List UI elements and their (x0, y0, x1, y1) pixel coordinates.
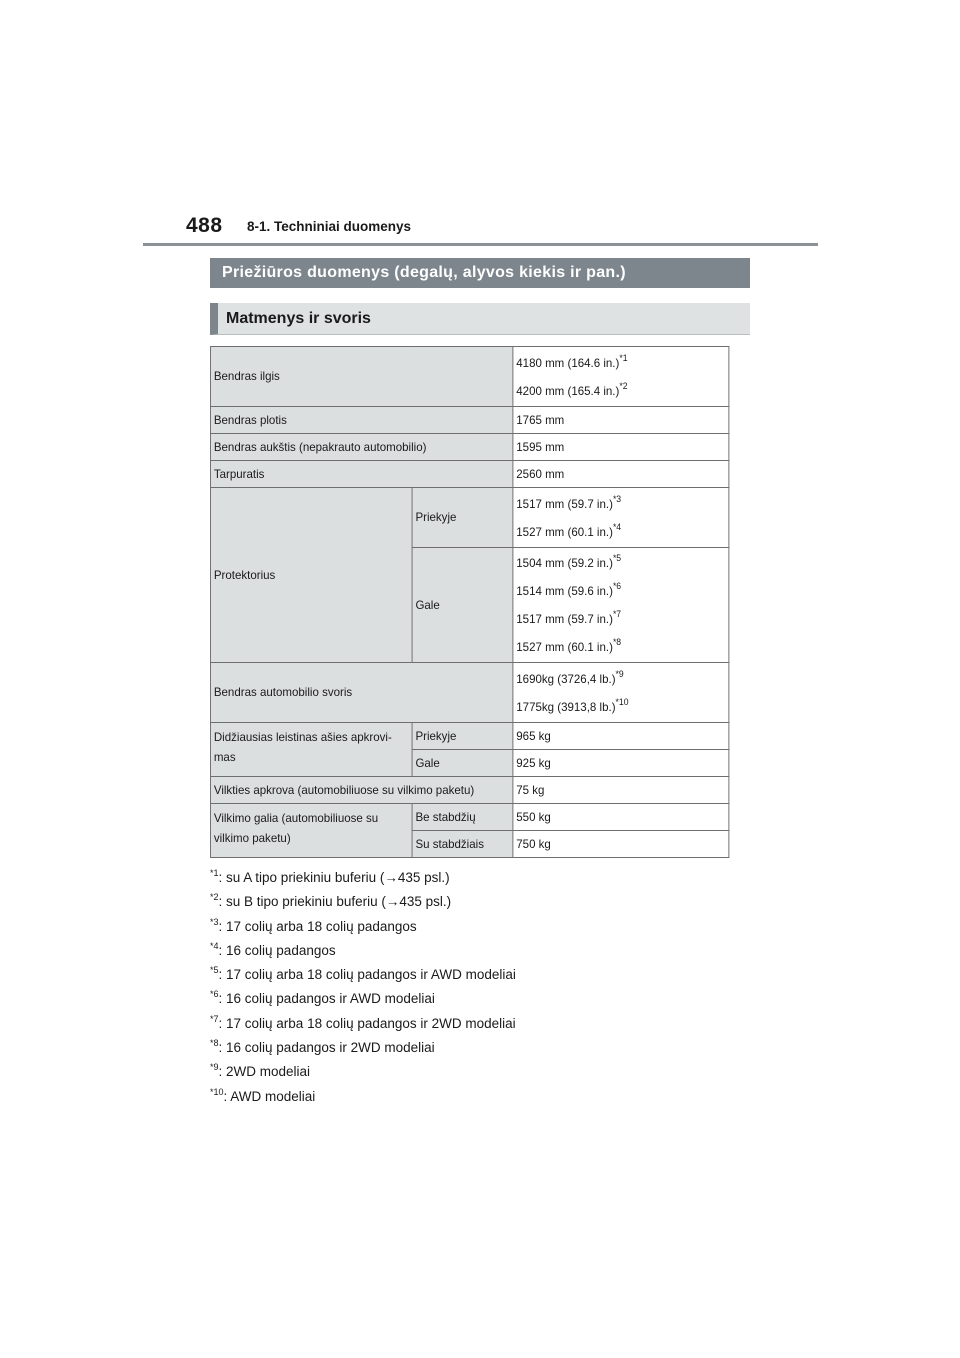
footnote: $^{*1}$: su A tipo priekiniu buferiu (→435 psl.) (210, 868, 450, 885)
value-line: 1690kg (3726,4 lb.)$^{*9}$ (516, 668, 624, 686)
footnote-ref: *8 (612, 637, 622, 647)
footnote-ref: *1 (619, 352, 628, 363)
value-line: 1527 mm (60.1 in.)$^{*8}$ (516, 637, 622, 654)
footnote: $^{*9}$: 2WD modeliai (210, 1062, 311, 1080)
footnote: $^{*3}$: 17 colių arba 18 colių padangos (210, 916, 417, 934)
value-towball-load: 75 kg (513, 777, 729, 804)
table-row (210, 488, 728, 548)
table-row (210, 777, 728, 804)
value-line: 1527 mm (60.1 in.)$^{*4}$ (516, 521, 622, 539)
label-overall-height: Bendras aukštis (nepakrauto automobilio) (210, 434, 512, 461)
footnote: $^{*2}$: su B tipo priekiniu buferiu (→435 psl.) (210, 892, 452, 910)
value-line: 4200 mm (165.4 in.)$^{*2}$ (516, 380, 628, 398)
label-tread-front: Priekyje (412, 488, 513, 548)
value-line: 1517 mm (59.7 in.)$^{*7}$ (516, 609, 622, 626)
table-row (210, 347, 728, 407)
value-line: 1517 mm (59.7 in.)$^{*3}$ (516, 493, 622, 511)
section-banner: Priežiūros duomenys (degalų, alyvos kiekis ir pan.) (210, 258, 750, 288)
footnote: $^{*5}$: 17 colių arba 18 colių padangos ir AWD modeliai (210, 965, 516, 983)
footnote-ref: *5 (612, 553, 622, 563)
footnote: $^{*6}$: 16 colių padangos ir AWD modeliai (210, 989, 435, 1007)
value-tread-rear (513, 548, 729, 663)
label-axle-load: Didžiausias leistinas ašies apkrovi- mas (210, 723, 412, 777)
footnote-ref: *2 (619, 380, 628, 391)
value-gross-weight (513, 663, 729, 723)
label-axle-rear: Gale (412, 750, 513, 777)
footnote: $^{*10}$: AWD modeliai (210, 1086, 316, 1104)
value-tread-front (513, 488, 729, 548)
label-gross-weight: Bendras automobilio svoris (210, 663, 512, 723)
label-axle-front: Priekyje (412, 723, 513, 750)
value-line: 1514 mm (59.6 in.)$^{*6}$ (516, 581, 622, 598)
value-axle-rear: 925 kg (513, 750, 729, 777)
value-line: 1504 mm (59.2 in.)$^{*5}$ (516, 553, 622, 570)
page-number: 488 (186, 214, 223, 237)
header-rule (143, 243, 818, 246)
label-tread: Protektorius (210, 488, 412, 663)
footnotes (210, 866, 750, 1109)
label-towing-capacity: Vilkimo galia (automobiliuose su vilkimo paketu) (210, 804, 412, 858)
value-line: 1775kg (3913,8 lb.)$^{*10}$ (516, 696, 629, 714)
table-row (210, 804, 728, 831)
value-towing-braked: 750 kg (513, 831, 729, 858)
value-overall-length (513, 347, 729, 407)
table-row (210, 434, 728, 461)
label-wheelbase: Tarpuratis (210, 461, 512, 488)
label-towball-load: Vilkties apkrova (automobiliuose su vilkimo paketu) (210, 777, 512, 804)
footnote-ref: *6 (612, 581, 622, 591)
footnote-ref: *7 (612, 609, 622, 619)
footnote: $^{*8}$: 16 colių padangos ir 2WD modeliai (210, 1038, 435, 1056)
table-row (210, 407, 728, 434)
value-overall-width: 1765 mm (513, 407, 729, 434)
subsection-heading: Matmenys ir svoris (210, 303, 750, 335)
value-line: 4180 mm (164.6 in.)$^{*1}$ (516, 352, 628, 370)
value-axle-front: 965 kg (513, 723, 729, 750)
footnote-ref: *10 (615, 696, 629, 707)
value-towing-unbraked: 550 kg (513, 804, 729, 831)
table-row (210, 663, 728, 723)
label-tread-rear: Gale (412, 548, 513, 663)
value-overall-height: 1595 mm (513, 434, 729, 461)
dimensions-table (210, 346, 729, 858)
label-towing-unbraked: Be stabdžių (412, 804, 513, 831)
footnote: $^{*4}$: 16 colių padangos (210, 940, 336, 958)
section-title: 8-1. Techniniai duomenys (247, 219, 412, 234)
label-overall-length: Bendras ilgis (210, 347, 512, 407)
label-overall-width: Bendras plotis (210, 407, 512, 434)
footnote-ref: *3 (612, 493, 622, 504)
value-wheelbase: 2560 mm (513, 461, 729, 488)
table-row (210, 461, 728, 488)
footnote-ref: *4 (612, 521, 622, 532)
label-towing-braked: Su stabdžiais (412, 831, 513, 858)
footnote: $^{*7}$: 17 colių arba 18 colių padangos ir 2WD modeliai (210, 1013, 516, 1031)
table-row (210, 723, 728, 750)
footnote-ref: *9 (615, 668, 624, 679)
